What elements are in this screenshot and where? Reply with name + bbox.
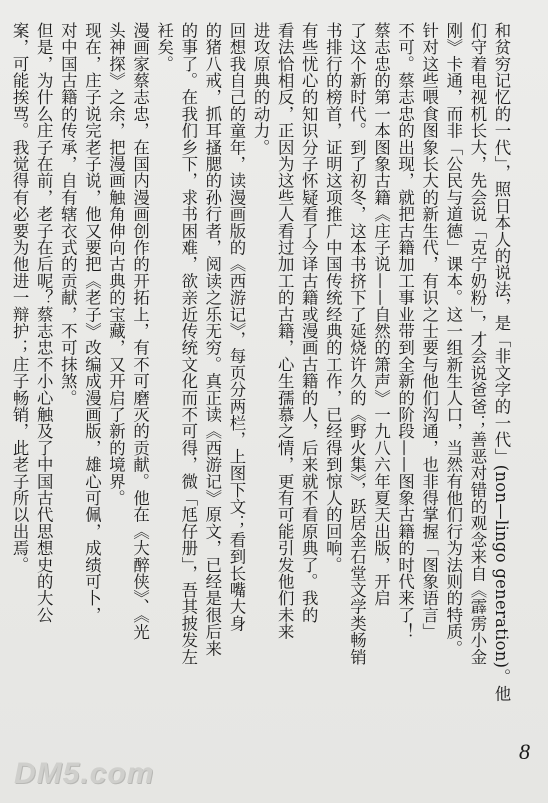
text-line: 衽矣。 <box>154 22 174 73</box>
watermark-logo: DM5.com <box>14 757 155 790</box>
text-line: 案，可能挨骂。我觉得有必要为他进一辩护；庄子畅销，此老子所以出焉。 <box>10 22 30 574</box>
text-line: 不可。蔡志忠的出现，就把古籍加工事业带到全新的阶段——图象古籍的时代来了！ <box>395 22 415 640</box>
text-line: 有些忧心的知识分子怀疑看了今译古籍或漫画古籍的人，后来就不看原典了。我的 <box>299 22 319 624</box>
text-line: 头神探》之余，把漫画触角伸向古典的宝藏，又开启了新的境界。 <box>106 22 126 507</box>
text-line: 和贫穷记忆的一代」，照日本人的说法，是「非文字的一代」(non—lingo generation)。他 <box>492 22 511 702</box>
text-line: 但是，为什么庄子在前，老子在后呢？蔡志忠不小心触及了中国古代思想史的大公 <box>34 22 54 624</box>
text-line: 的猪八戒，抓耳搔腮的孙行者，阅读之乐无穷。真正读《西游记》原文，已经是很后来 <box>202 22 222 657</box>
text-line: 们守着电视机长大，先会说「克宁奶粉」，才会说爸爸；善恶对错的观念来自《霹雳小金 <box>467 22 487 666</box>
text-line: 蔡志忠的第一本图象古籍《庄子说——自然的箫声》一九八六年夏天出版，开启 <box>371 22 391 607</box>
text-line: 了这个新时代。到了初冬，这本书挤下了延烧许久的《野火集》，跃居金石堂文学类畅销 <box>347 22 367 666</box>
text-line: 现在，庄子说完老子说，他又要把《老子》改编成漫画版，雄心可佩，成绩可卜， <box>82 22 102 624</box>
text-line: 看法恰相反，正因为这些人看过加工的古籍，心生孺慕之情，更有可能引发他们未来 <box>275 22 295 640</box>
text-line: 对中国古籍的传承，自有辖衣式的贡献，不可抹煞。 <box>58 22 78 407</box>
vertical-text-block <box>10 22 513 747</box>
text-line: 刚》卡通，而非「公民与道德」课本。这一组新生人口，当然有他们行为法则的特质。 <box>443 22 463 657</box>
text-line: 针对这些喂食图象长大的新生代，有识之士要与他们沟通，也非得掌握「图象语言」 <box>419 22 439 640</box>
text-line: 书排行的榜首，证明这项推广中国传统经典的工作，已经得到惊人的回响。 <box>323 22 343 574</box>
text-line: 回想我自己的童年，读漫画版的《西游记》，每页分两栏，上图下文；看到长嘴大身 <box>226 22 246 632</box>
text-line: 的事了。在我们乡下，求书困难，欲亲近传统文化而不可得，微「尪仔册」，吾其披发左 <box>178 22 198 666</box>
text-line: 进攻原典的动力。 <box>251 22 271 156</box>
page-number: 8 <box>519 739 530 764</box>
text-line: 漫画家蔡志忠，在国内漫画创作的开拓上，有不可磨灭的贡献。他在《大醉侠》、《光 <box>130 22 150 641</box>
